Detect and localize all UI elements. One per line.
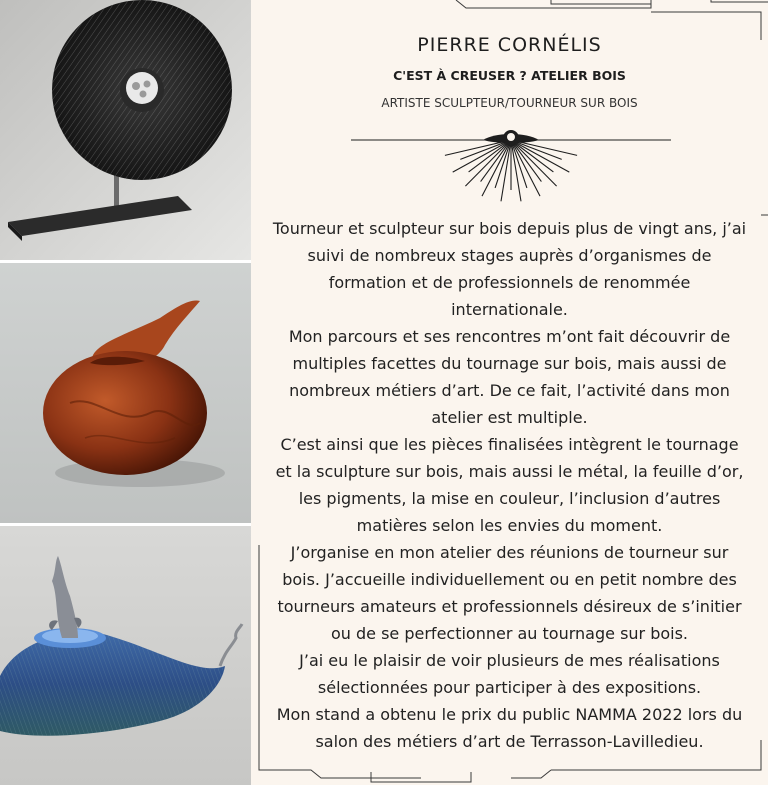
sunburst-ornament-icon [351, 126, 671, 208]
artist-name: PIERRE CORNÉLIS [417, 34, 602, 56]
bio-paragraph: C’est ainsi que les pièces finalisées intègrent le tournage et la sculpture sur bois, mais aussi le métal, la feuille d’or, les pigments, la mise en couleur, l’inclusion d’autres matières selon les envies du moment. [275, 435, 744, 535]
artist-role: ARTISTE SCULPTEUR/TOURNEUR SUR BOIS [381, 96, 638, 110]
bio-paragraph: J’ai eu le plaisir de voir plusieurs de mes réalisations sélectionnées pour participer à des expositions. [299, 651, 720, 697]
bio-paragraph: J’organise en mon atelier des réunions de tourneur sur bois. J’accueille individuellement ou en petit nombre des tourneurs amateurs et professionnels désireux de s’initier ou de se perfectionner au tournage sur bois. [277, 543, 742, 643]
artwork-photo-blue-sculpture [0, 526, 251, 785]
bio-paragraph: Mon parcours et ses rencontres m’ont fait découvrir de multiples facettes du tournage sur bois, mais aussi de nombreux métiers d’art. De ce fait, l’activité dans mon atelier est multiple. [288, 327, 731, 427]
artwork-photo-disc-sculpture [0, 0, 251, 260]
studio-name: C'EST À CREUSER ? ATELIER BOIS [393, 68, 626, 83]
artist-biography [271, 215, 748, 755]
bio-paragraph: Mon stand a obtenu le prix du public NAMMA 2022 lors du salon des métiers d’art de Terrasson-Lavilledieu. [276, 705, 743, 751]
artwork-gallery [0, 0, 251, 785]
artist-info-panel [251, 0, 768, 785]
bio-paragraph: Tourneur et sculpteur sur bois depuis plus de vingt ans, j’ai suivi de nombreux stages auprès d’organismes de formation et de professionnels de renommée internationale. [272, 219, 747, 319]
artwork-photo-wood-vase [0, 263, 251, 523]
